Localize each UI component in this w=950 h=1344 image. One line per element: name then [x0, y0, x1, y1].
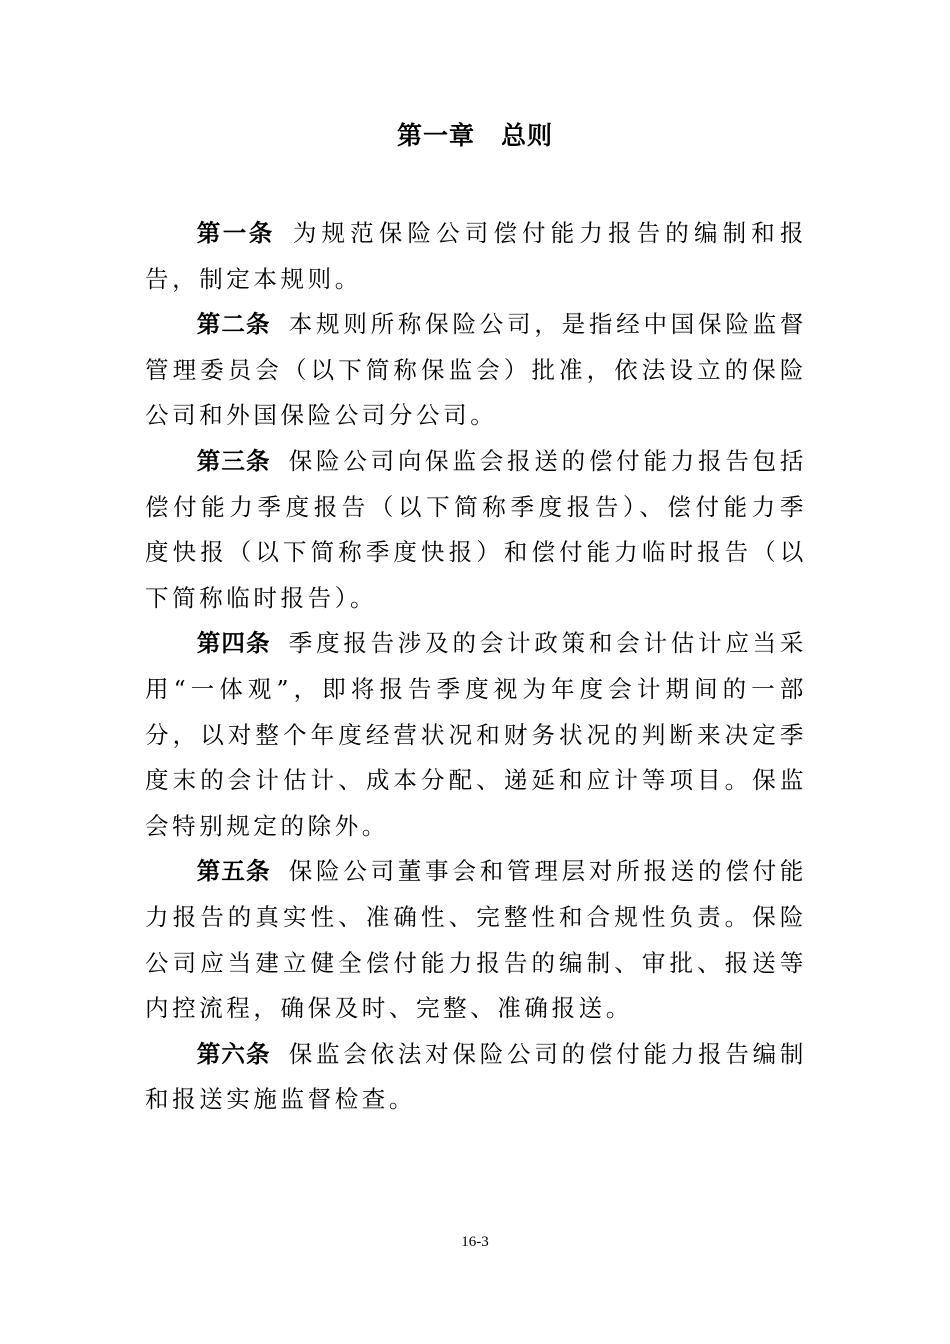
- article-6: [145, 1032, 807, 1123]
- article-3: [145, 439, 807, 621]
- article-1: [145, 211, 807, 302]
- article-label: 第六条: [196, 1039, 271, 1068]
- article-text: 本规则所称保险公司，是指经中国保险监督管理委员会（以下简称保监会）批准，依法设立的保险公司和外国保险公司分公司。: [145, 310, 807, 430]
- article-text: 保险公司向保监会报送的偿付能力报告包括偿付能力季度报告（以下简称季度报告）、偿付能力季度快报（以下简称季度快报）和偿付能力临时报告（以下简称临时报告）。: [145, 446, 807, 612]
- article-label: 第二条: [196, 310, 271, 339]
- article-2: [145, 302, 807, 439]
- article-list: [145, 211, 807, 1123]
- article-text: 季度报告涉及的会计政策和会计估计应当采用“一体观”，即将报告季度视为年度会计期间的一部分，以对整个年度经营状况和财务状况的判断来决定季度末的会计估计、成本分配、递延和应计等项目。保监会特别规定的除外。: [145, 629, 807, 840]
- article-5: [145, 849, 807, 1031]
- article-label: 第三条: [196, 446, 271, 475]
- article-text: 为规范保险公司偿付能力报告的编制和报告，制定本规则。: [145, 219, 807, 293]
- article-4: [145, 621, 807, 849]
- article-label: 第一条: [196, 219, 275, 247]
- article-text: 保险公司董事会和管理层对所报送的偿付能力报告的真实性、准确性、完整性和合规性负责。保险公司应当建立健全偿付能力报告的编制、审批、报送等内控流程，确保及时、完整、准确报送。: [145, 857, 807, 1023]
- chapter-title: 第一章 总则: [396, 121, 553, 150]
- page-number: 16-3: [461, 1234, 489, 1250]
- article-label: 第四条: [196, 629, 271, 658]
- article-text: 保监会依法对保险公司的偿付能力报告编制和报送实施监督检查。: [145, 1039, 807, 1114]
- article-label: 第五条: [196, 857, 271, 886]
